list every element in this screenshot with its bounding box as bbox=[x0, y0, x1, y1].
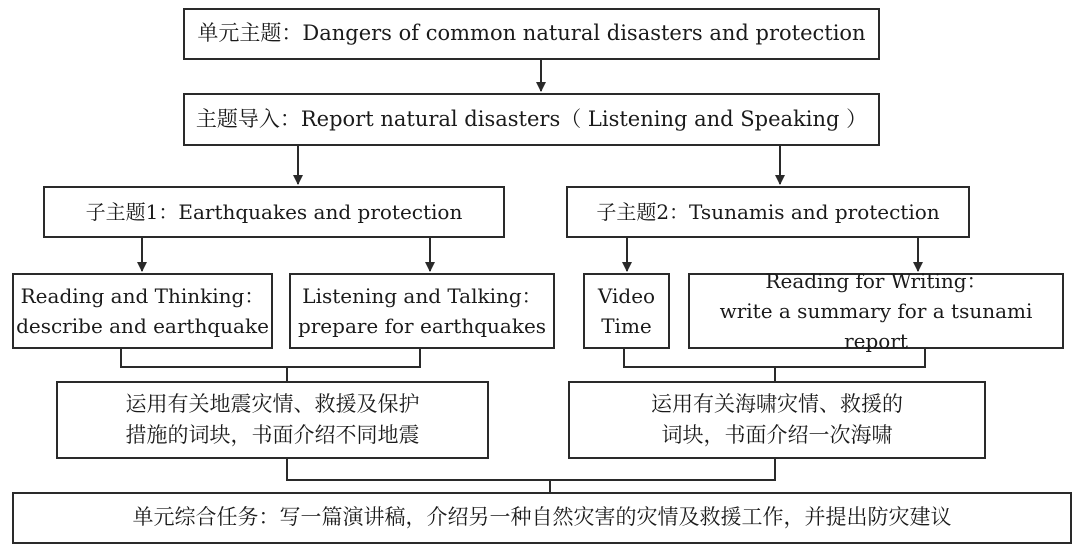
sub1-activity2-line2: prepare for earthquakes bbox=[297, 314, 547, 338]
sub2-activity1-line2: Time bbox=[601, 314, 652, 338]
final-task-box bbox=[12, 492, 1072, 544]
sub1-activity1-line2: describe and earthquake bbox=[16, 314, 269, 338]
sub2-activity2-box bbox=[688, 269, 1064, 353]
sub1-activity2-line1: Listening and Talking： bbox=[302, 284, 542, 308]
sub2-output-line2: 词块，书面介绍一次海啸 bbox=[661, 423, 893, 447]
sub2-box bbox=[566, 186, 970, 238]
sub2-output-box bbox=[568, 381, 986, 459]
sub2-activity1-content bbox=[598, 281, 655, 341]
sub2-activity2-line2: write a summary for a tsunami report bbox=[719, 299, 1033, 353]
sub1-activity1-line1: Reading and Thinking： bbox=[20, 284, 265, 308]
sub2-output-line1: 运用有关海啸灾情、救援的 bbox=[651, 391, 903, 416]
sub1-output-content bbox=[126, 389, 420, 452]
sub1-output-box bbox=[56, 381, 489, 459]
sub1-output-line2: 措施的词块，书面介绍不同地震 bbox=[125, 423, 420, 447]
bracket-sub1-activities bbox=[121, 349, 420, 367]
unit-theme-box bbox=[183, 8, 880, 60]
sub1-activity1-box bbox=[12, 273, 273, 349]
unit-theme-text: 单元主题：Dangers of common natural disasters and protection bbox=[197, 21, 866, 46]
final-task-text: 单元综合任务：写一篇演讲稿，介绍另一种自然灾害的灾情及救援工作，并提出防灾建议 bbox=[132, 505, 952, 530]
bracket-outputs bbox=[287, 459, 775, 480]
sub2-output-content bbox=[651, 389, 903, 452]
sub1-activity2-content bbox=[298, 281, 546, 341]
sub1-activity2-box bbox=[289, 273, 555, 349]
sub2-activity1-box bbox=[583, 273, 670, 349]
sub2-activity2-content bbox=[690, 266, 1062, 356]
sub1-output-line1: 运用有关地震灾情、救援及保护 bbox=[125, 391, 420, 416]
sub2-activity2-line1: Reading for Writing： bbox=[765, 269, 987, 293]
intro-box bbox=[183, 93, 880, 146]
sub1-title: 子主题1：Earthquakes and protection bbox=[85, 200, 463, 224]
sub1-activity1-content bbox=[16, 281, 269, 341]
intro-text: 主题导入：Report natural disasters（ Listening and Speaking ） bbox=[195, 106, 868, 131]
sub2-title: 子主题2：Tsunamis and protection bbox=[596, 200, 940, 224]
sub2-activity1-line1: Video bbox=[597, 284, 656, 308]
sub1-box bbox=[43, 186, 505, 238]
